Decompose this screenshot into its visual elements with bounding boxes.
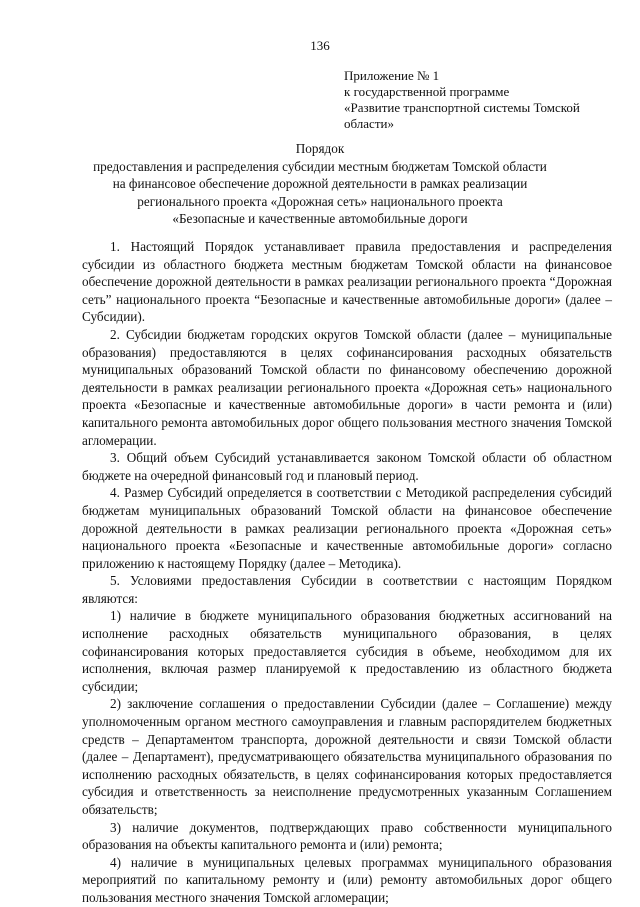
document-title (60, 140, 580, 228)
appendix-header (344, 68, 604, 132)
appendix-line: области» (344, 116, 394, 131)
paragraph: 2) заключение соглашения о предоставлении Субсидии (далее – Соглашение) между уполномоченным органом местного самоуправления и главным распорядителем бюджетных средств – Департаментом транспорта, дорожной деятельности и связи Томской области (далее – Департамент), предусматривающего обязательства муниципального образования по исполнению расходных обязательств, в целях софинансирования которых предоставляется субсидия и ответственность за неисполнение предусмотренных указанным Соглашением обязательств; (82, 696, 612, 817)
title-line: на финансовое обеспечение дорожной деятельности в рамках реализации (112, 176, 528, 192)
appendix-line: к государственной программе (344, 84, 510, 99)
appendix-line: «Развитие транспортной системы Томской (344, 100, 580, 115)
paragraph: 5. Условиями предоставления Субсидии в соответствии с настоящим Порядком являются: (82, 573, 612, 606)
paragraph: 2. Субсидии бюджетам городских округов Томской области (далее – муниципальные образования) предоставляются в целях софинансирования расходных обязательств муниципальных образований Томской области по финансовому обеспечению дорожной деятельности в рамках реализации регионального проекта «Дорожная сеть» национального проекта «Безопасные и качественные автомобильные дороги» в части ремонта и (или) капитального ремонта автомобильных дорог общего пользования местного значения Томской агломерации. (82, 326, 612, 448)
paragraph: 4. Размер Субсидий определяется в соответствии с Методикой распределения субсидий бюджетам муниципальных образований Томской области на финансовое обеспечение дорожной деятельности в рамках реализации регионального проекта «Дорожная сеть» национального проекта «Безопасные и качественные автомобильные дороги» согласно приложению к настоящему Порядку (далее – Методика). (82, 485, 612, 571)
paragraph: 4) наличие в муниципальных целевых программах муниципального образования мероприятий по капитальному ремонту и (или) ремонту автомобильных дорог общего пользования местного значения Томской агломерации; (82, 854, 612, 905)
page-number: 136 (310, 38, 330, 53)
document-body (82, 238, 612, 907)
paragraph: 1. Настоящий Порядок устанавливает правила предоставления и распределения субсидии из областного бюджета местным бюджетам Томской области на финансовое обеспечение дорожной деятельности в рамках реализации регионального проекта “Дорожная сеть” национального проекта “Безопасные и качественные автомобильные дороги» (далее – Субсидии). (82, 239, 612, 325)
title-line: предоставления и распределения субсидии местным бюджетам Томской области (93, 158, 547, 174)
title-line: регионального проекта «Дорожная сеть» национального проекта (137, 193, 503, 209)
paragraph: 3) наличие документов, подтверждающих право собственности муниципального образования на объекты капитального ремонта и (или) ремонта; (82, 819, 612, 853)
paragraph: 3. Общий объем Субсидий устанавливается законом Томской области об областном бюджете на очередной финансовый год и плановый период. (82, 450, 612, 483)
title-line: «Безопасные и качественные автомобильные дороги (172, 211, 468, 227)
paragraph: 1) наличие в бюджете муниципального образования бюджетных ассигнований на исполнение расходных обязательств муниципального образования, в целях софинансирования которых предоставляется субсидия в объеме, необходимом для их исполнения, включая размер планируемой к предоставлению из областного бюджета субсидии; (82, 608, 612, 694)
appendix-line: Приложение № 1 (344, 68, 440, 83)
title-line: Порядок (295, 141, 345, 156)
